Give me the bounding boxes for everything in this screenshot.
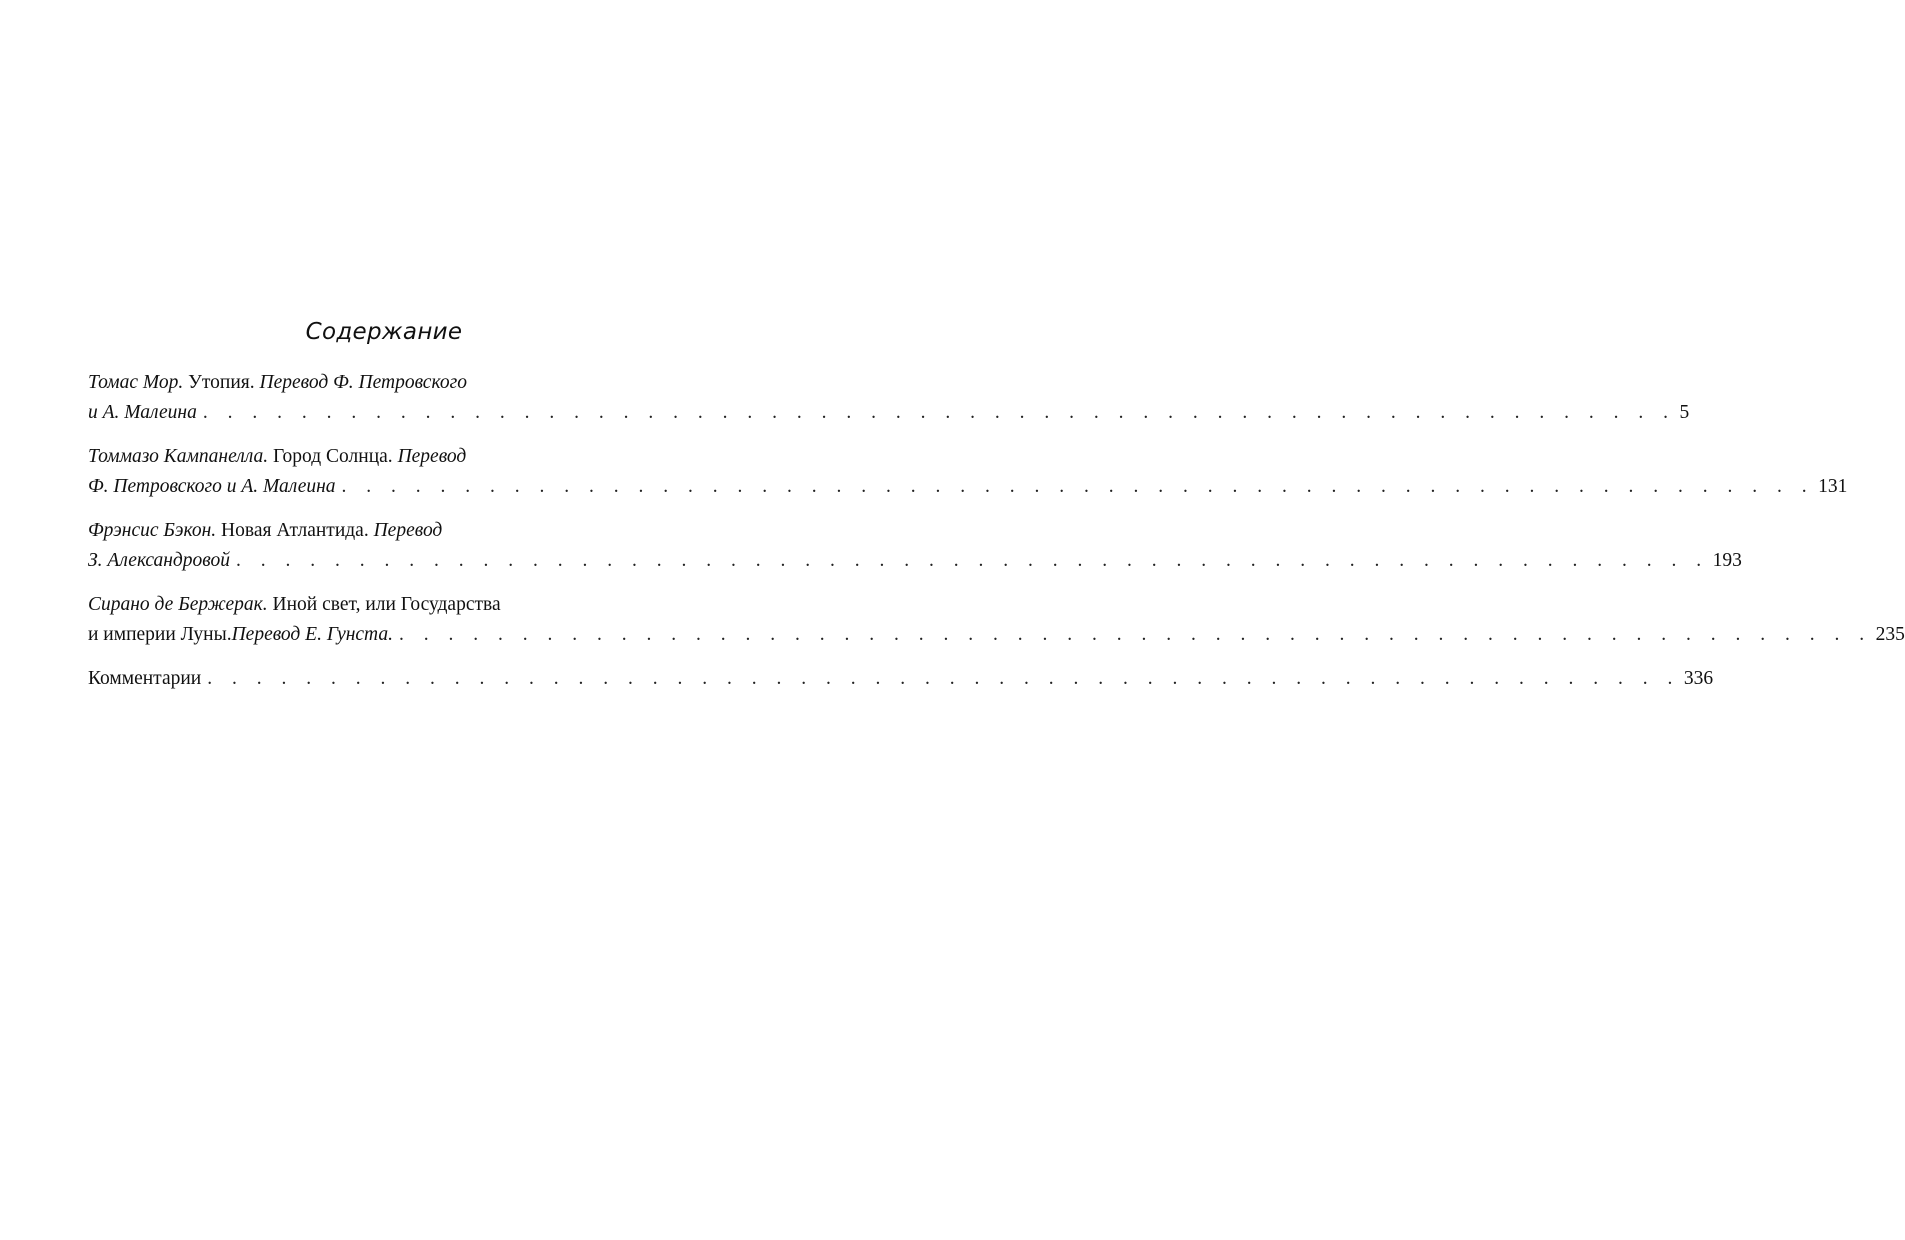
toc-entry-line — [88, 516, 650, 546]
toc-entry-work-title: Новая Атлантида. — [216, 520, 374, 541]
toc-entry-work-title: Утопия. — [183, 372, 260, 393]
toc-entry-translator: Перевод Ф. Петровского — [259, 372, 467, 393]
toc-entry-page-number: 5 — [1679, 402, 1690, 423]
toc-entry-translator-cont: З. Александровой — [88, 550, 230, 571]
toc-entry-work-title: Иной свет, или Государства — [267, 594, 501, 615]
toc-entry-work-title-cont: и империи Луны. — [88, 624, 232, 645]
toc-entry-comments — [88, 664, 1714, 694]
toc-entry-line — [88, 620, 1905, 650]
toc-entry-page-number: 193 — [1712, 550, 1742, 571]
toc-entry-line — [88, 442, 650, 472]
toc-entry-line — [88, 472, 1848, 502]
toc-entry-line — [88, 664, 1714, 694]
dot-leader: . . . . . . . . . . . . . . . . . . . . . . . . . . . . . . . . . . . . . . . . . . . . . . . . . . . . . . . . . . . . — [202, 402, 1676, 423]
toc-entry-translator: Перевод — [373, 520, 443, 541]
dot-leader: . . . . . . . . . . . . . . . . . . . . . . . . . . . . . . . . . . . . . . . . . . . . . . . . . . . . . . . . . . . . — [235, 550, 1709, 571]
toc-entry-author: Томмазо Кампанелла. — [88, 446, 269, 467]
toc-entry-translator: Перевод — [397, 446, 467, 467]
table-of-contents — [88, 368, 1905, 694]
toc-entry-title: Комментарии — [88, 668, 202, 689]
toc-entry-author: Томас Мор. — [88, 372, 184, 393]
toc-entry-line — [88, 368, 650, 398]
dot-leader: . . . . . . . . . . . . . . . . . . . . . . . . . . . . . . . . . . . . . . . . . . . . . . . . . . . . . . . . . . . . — [207, 668, 1680, 689]
toc-entry — [88, 516, 1742, 576]
toc-entry-translator-cont: Ф. Петровского и А. Малеина — [88, 476, 336, 497]
toc-entry-author: Сирано де Бержерак. — [88, 594, 268, 615]
toc-entry-line — [88, 546, 1742, 576]
dot-leader: . . . . . . . . . . . . . . . . . . . . . . . . . . . . . . . . . . . . . . . . . . . . . . . . . . . . . . . . . . . . — [341, 476, 1815, 497]
toc-entry — [88, 442, 1848, 502]
toc-entry-page-number: 131 — [1818, 476, 1848, 497]
toc-entry-work-title: Город Солнца. — [268, 446, 398, 467]
toc-entry-line — [88, 398, 1690, 428]
toc-heading: Содержание — [305, 319, 463, 345]
toc-entry — [88, 590, 1905, 650]
toc-entry-line — [88, 590, 650, 620]
toc-entry-translator: Перевод Е. Гунста. — [231, 624, 394, 645]
toc-entry-translator-cont: и А. Малеина — [88, 402, 197, 423]
toc-entry — [88, 368, 1690, 428]
toc-entry-author: Фрэнсис Бэкон. — [88, 520, 217, 541]
dot-leader: . . . . . . . . . . . . . . . . . . . . . . . . . . . . . . . . . . . . . . . . . . . . . . . . . . . . . . . . . . . . — [399, 624, 1872, 645]
toc-entry-page-number: 336 — [1683, 668, 1714, 689]
toc-entry-page-number: 235 — [1875, 624, 1905, 645]
